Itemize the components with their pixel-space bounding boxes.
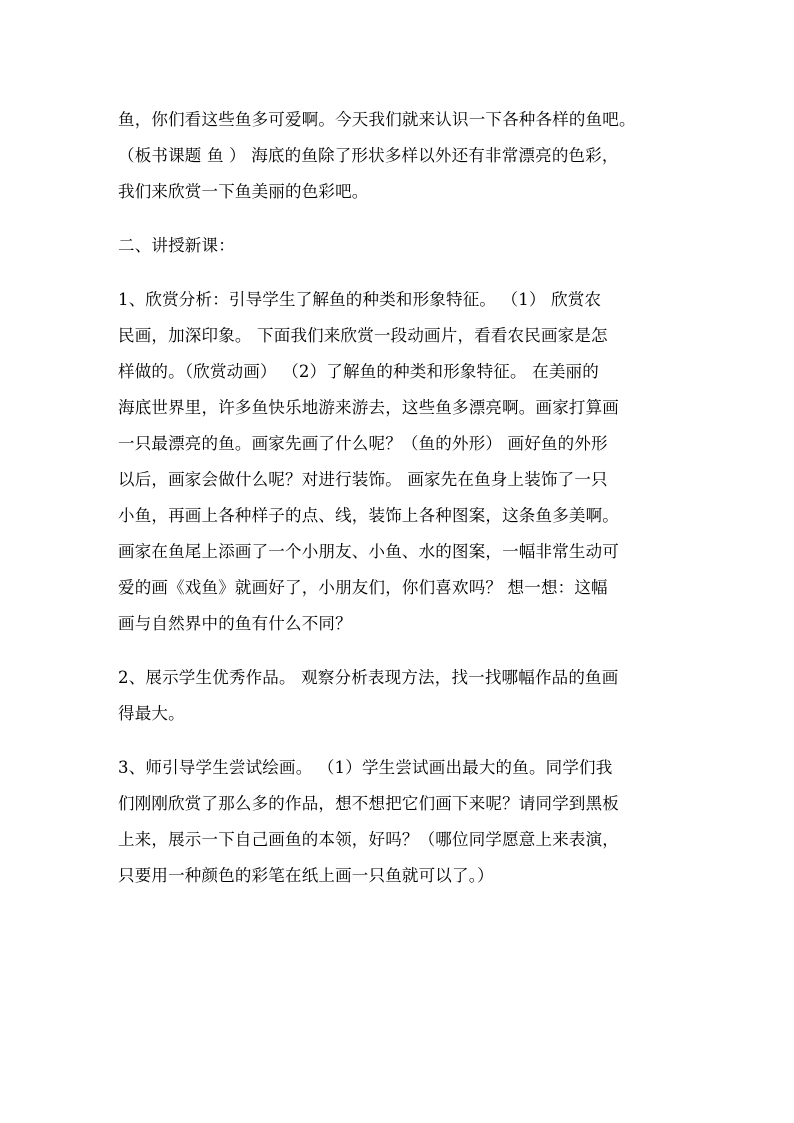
text-line: 海底世界里，许多鱼快乐地游来游去，这些鱼多漂亮啊。画家打算画	[118, 398, 619, 417]
text-line: 小鱼，再画上各种样子的点、线，装饰上各种图案，这条鱼多美啊。	[118, 506, 619, 525]
text-line: 爱的画《戏鱼》就画好了，小朋友们，你们喜欢吗？ 想一想：这幅	[118, 578, 608, 597]
text-line: 画家在鱼尾上添画了一个小朋友、小鱼、水的图案，一幅非常生动可	[118, 542, 619, 561]
text-line: 我们来欣赏一下鱼美丽的色彩吧。	[118, 182, 369, 201]
text-line: 们刚刚欣赏了那么多的作品，想不想把它们画下来呢？请同学到黑板	[118, 794, 619, 813]
text-line: 民画，加深印象。 下面我们来欣赏一段动画片，看看农民画家是怎	[118, 326, 608, 345]
paragraph-student-works	[118, 660, 684, 732]
paragraph-appreciation	[118, 282, 684, 642]
text-line: 一只最漂亮的鱼。画家先画了什么呢？（鱼的外形） 画好鱼的外形	[118, 434, 608, 453]
text-line: 3、师引导学生尝试绘画。 （1）学生尝试画出最大的鱼。同学们我	[118, 758, 613, 777]
text-line: 画与自然界中的鱼有什么不同？	[118, 614, 352, 633]
text-line: 样做的。（欣赏动画） （2）了解鱼的种类和形象特征。 在美丽的	[118, 362, 599, 381]
text-line: 1、欣赏分析：引导学生了解鱼的种类和形象特征。 （1） 欣赏农	[118, 290, 602, 309]
paragraph-drawing-practice	[118, 750, 684, 894]
document-body	[118, 102, 684, 912]
text-line: （板书课题 鱼 ） 海底的鱼除了形状多样以外还有非常漂亮的色彩，	[118, 146, 619, 165]
text-line: 上来，展示一下自己画鱼的本领，好吗？（哪位同学愿意上来表演，	[118, 830, 619, 849]
text-line: 只要用一种颜色的彩笔在纸上画一只鱼就可以了。）	[118, 866, 494, 885]
text-line: 二、讲授新课：	[118, 236, 235, 255]
section-heading	[118, 228, 684, 264]
paragraph-intro	[118, 102, 684, 210]
text-line: 2、展示学生优秀作品。 观察分析表现方法，找一找哪幅作品的鱼画	[118, 668, 619, 687]
text-line: 鱼，你们看这些鱼多可爱啊。今天我们就来认识一下各种各样的鱼吧。	[118, 110, 636, 129]
text-line: 得最大。	[118, 704, 185, 723]
text-line: 以后，画家会做什么呢？对进行装饰。 画家先在鱼身上装饰了一只	[118, 470, 608, 489]
